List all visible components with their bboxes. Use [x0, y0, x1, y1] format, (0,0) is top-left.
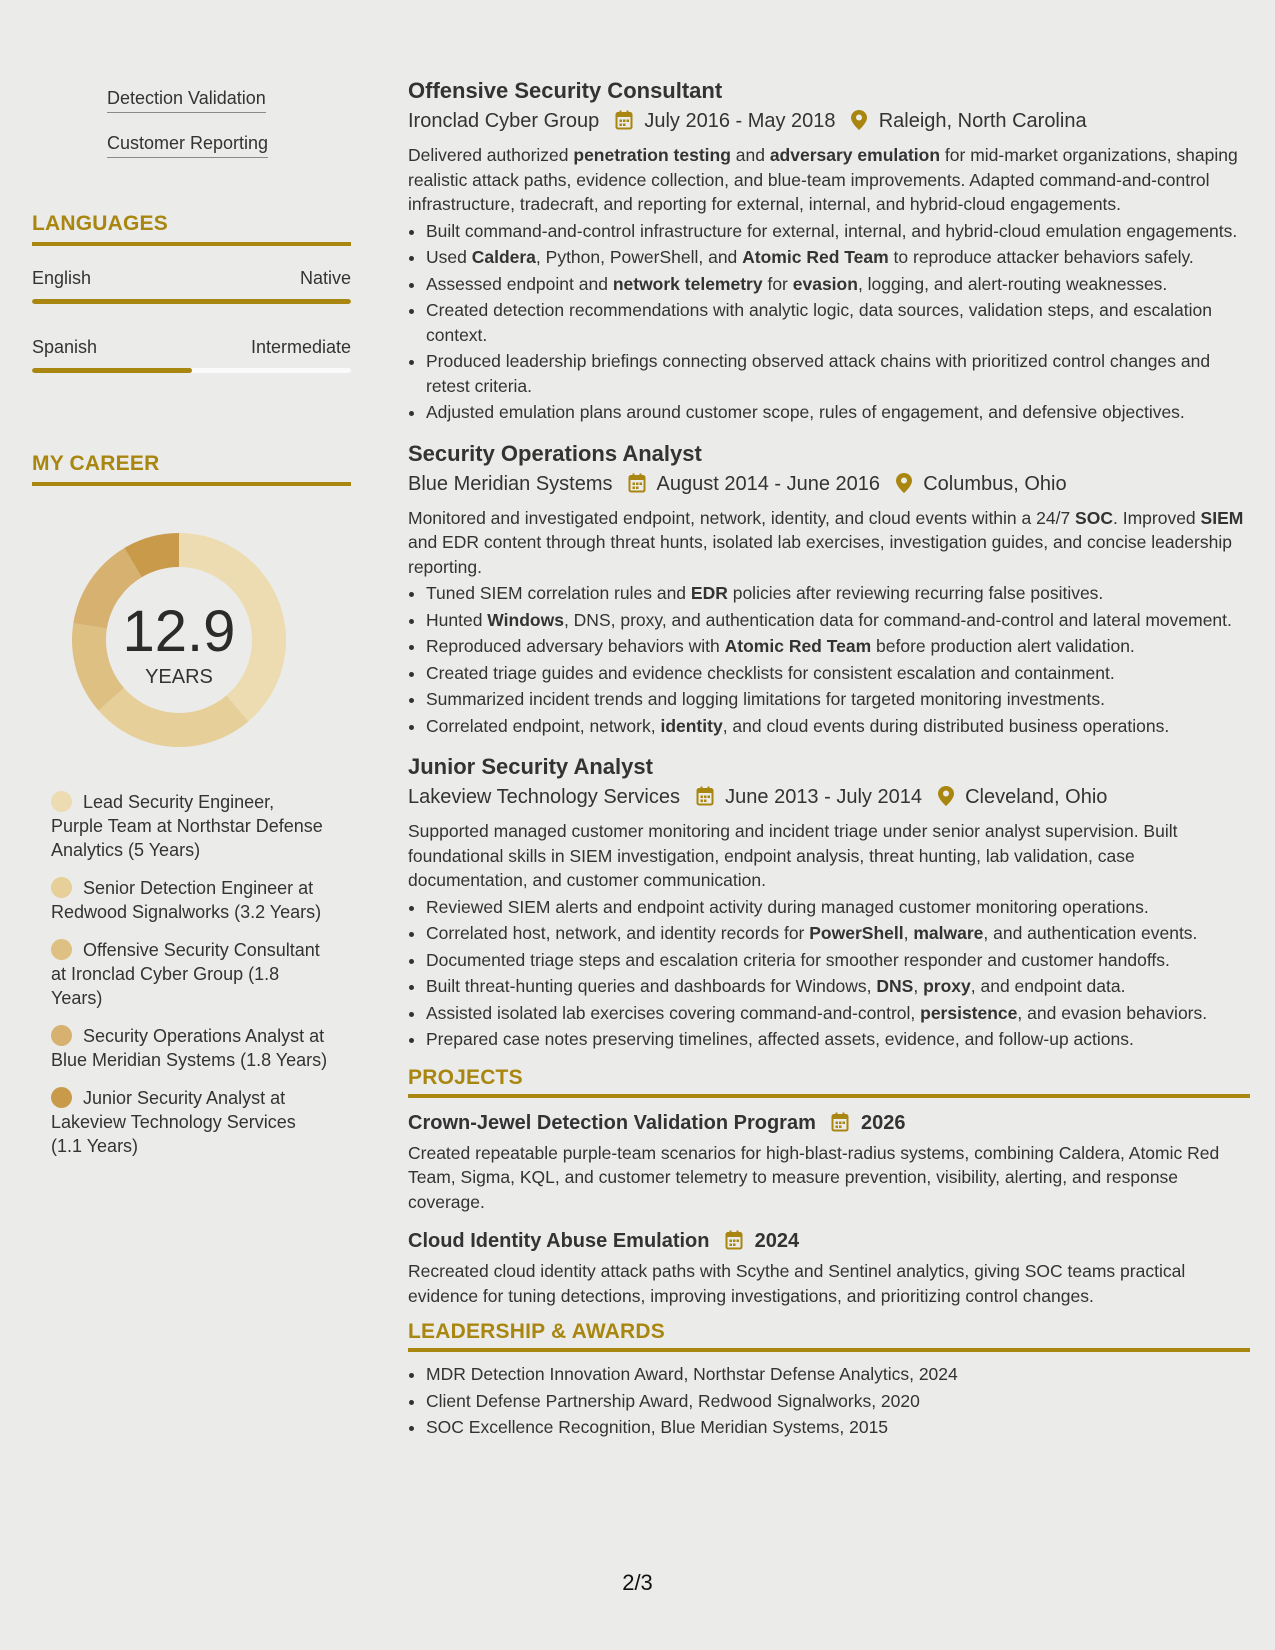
project-entry: [408, 1226, 1250, 1308]
job-bullet: • Reviewed SIEM alerts and endpoint activity during managed customer monitoring operations.: [426, 895, 1250, 920]
project-header: [408, 1226, 1250, 1259]
calendar-icon: [831, 1111, 849, 1141]
job-bullet: • Reproduced adversary behaviors with Atomic Red Team before production alert validation.: [426, 634, 1250, 659]
job-bullets: [408, 581, 1250, 738]
job-location: Cleveland, Ohio: [965, 786, 1108, 808]
language-name: Spanish: [32, 337, 98, 357]
job-dates: June 2013 - July 2014: [725, 786, 922, 808]
page-number: 2/3: [622, 1570, 653, 1595]
company-name: Blue Meridian Systems: [408, 472, 613, 495]
job-entry: [408, 439, 1250, 739]
company-name: Ironclad Cyber Group: [408, 110, 600, 132]
donut-segment-1: [98, 688, 248, 747]
job-bullet: • Used Caldera, Python, PowerShell, and Atomic Red Team to reproduce attacker behaviors safely.: [426, 245, 1250, 270]
project-entry: [408, 1108, 1250, 1215]
job-bullet: • Adjusted emulation plans around customer scope, rules of engagement, and defensive objectives.: [426, 400, 1250, 425]
language-proficiency-bar: [32, 368, 351, 373]
job-bullets: [408, 219, 1250, 425]
keyword-highlight: SIEM: [1200, 507, 1244, 528]
keyword-highlight: adversary emulation: [769, 145, 941, 165]
job-title: Offensive Security Consultant: [408, 78, 723, 103]
job-bullet: • Hunted Windows, DNS, proxy, and authentication data for command-and-control and lateral movement.: [426, 608, 1250, 633]
award-item: • MDR Detection Innovation Award, Northstar Defense Analytics, 2024: [426, 1362, 1250, 1387]
job-title: Security Operations Analyst: [408, 440, 702, 466]
languages-heading: LANGUAGES: [32, 212, 351, 246]
career-legend-item: [51, 1086, 331, 1158]
project-header: [408, 1108, 1250, 1141]
job-bullet: • Produced leadership briefings connecting observed attack chains with prioritized control changes and retest criteria.: [426, 349, 1250, 398]
keyword-highlight: network telemetry: [612, 273, 763, 294]
award-item: • SOC Excellence Recognition, Blue Meridian Systems, 2015: [426, 1415, 1250, 1440]
job-entry: [408, 76, 1250, 425]
skill-tag: Detection Validation: [107, 88, 266, 113]
keyword-highlight: persistence: [920, 1002, 1018, 1023]
keyword-highlight: EDR: [690, 583, 728, 603]
job-bullet: • Built command-and-control infrastructure for external, internal, and hybrid-cloud emulation engagements.: [426, 219, 1250, 244]
job-meta: [408, 782, 1250, 815]
job-bullet: • Assessed endpoint and network telemetry for evasion, logging, and alert-routing weaknesses.: [426, 272, 1250, 297]
main-content: [408, 76, 1250, 1442]
projects-heading: PROJECTS: [408, 1066, 1250, 1098]
job-bullet: • Prepared case notes preserving timelines, affected assets, evidence, and follow-up actions.: [426, 1027, 1250, 1052]
job-bullet: • Tuned SIEM correlation rules and EDR policies after reviewing recurring false positives.: [426, 581, 1250, 606]
job-dates: July 2016 - May 2018: [644, 110, 836, 132]
project-title: Cloud Identity Abuse Emulation: [408, 1230, 710, 1252]
job-bullet: • Correlated host, network, and identity records for PowerShell, malware, and authentication events.: [426, 921, 1250, 946]
awards-list: [408, 1362, 1250, 1440]
job-bullet: • Built threat-hunting queries and dashboards for Windows, DNS, proxy, and endpoint data.: [426, 974, 1250, 999]
calendar-icon: [615, 109, 633, 139]
job-bullet: • Summarized incident trends and logging limitations for targeted monitoring investments.: [426, 687, 1250, 712]
project-description: Recreated cloud identity attack paths with Scythe and Sentinel analytics, giving SOC teams practical evidence for tuning detections, improving investigations, and prioritizing control changes.: [408, 1261, 1186, 1306]
keyword-highlight: Atomic Red Team: [742, 247, 889, 267]
career-legend-item: [51, 938, 331, 1010]
keyword-highlight: penetration testing: [573, 145, 731, 165]
project-year: 2024: [754, 1230, 800, 1252]
keyword-highlight: evasion: [792, 273, 858, 294]
job-description: Supported managed customer monitoring and incident triage under senior analyst supervision. Built foundational skills in SIEM investigation, endpoint analysis, threat hunting, lab validation, case documentation, and customer communication.: [408, 821, 1178, 890]
job-title: Junior Security Analyst: [408, 754, 653, 779]
job-description: Monitored and investigated endpoint, network, identity, and cloud events within a 24/7 SOC. Improved SIEM and EDR content through threat hunts, isolated lab exercises, investigation guides, and concise leadership reporting.: [408, 507, 1244, 577]
project-year: 2026: [861, 1111, 906, 1134]
legend-dot: [51, 939, 72, 960]
language-row: [32, 268, 351, 289]
job-location: Columbus, Ohio: [923, 472, 1067, 495]
location-pin-icon: [896, 472, 912, 502]
job-dates: August 2014 - June 2016: [656, 472, 881, 495]
language-proficiency-fill: [32, 299, 351, 304]
awards-heading: LEADERSHIP & AWARDS: [408, 1320, 1250, 1352]
experience-list: [408, 76, 1250, 1052]
job-meta: [408, 106, 1250, 139]
job-bullet: • Created triage guides and evidence checklists for consistent escalation and containment.: [426, 661, 1250, 686]
keyword-highlight: Windows: [487, 609, 564, 630]
job-bullet: • Created detection recommendations with analytic logic, data sources, validation steps, and escalation context.: [426, 298, 1250, 347]
calendar-icon: [628, 472, 646, 502]
job-location: Raleigh, North Carolina: [878, 110, 1087, 132]
job-entry: [408, 752, 1250, 1052]
language-row: [32, 337, 351, 358]
location-pin-icon: [851, 109, 867, 139]
keyword-highlight: identity: [660, 715, 723, 736]
language-level: Intermediate: [250, 337, 351, 357]
career-heading: MY CAREER: [32, 452, 351, 486]
keyword-highlight: proxy: [923, 976, 971, 996]
calendar-icon: [696, 785, 714, 815]
job-meta: [408, 469, 1250, 502]
project-title: Crown-Jewel Detection Validation Program: [408, 1111, 816, 1134]
career-total-unit: YEARS: [145, 666, 213, 688]
legend-label: Junior Security Analyst at Lakeview Technology Services (1.1 Years): [51, 1088, 296, 1156]
skill-tag: Customer Reporting: [107, 133, 268, 158]
legend-label: Lead Security Engineer, Purple Team at Northstar Defense Analytics (5 Years): [51, 792, 323, 860]
job-bullet: • Correlated endpoint, network, identity, and cloud events during distributed business operations.: [426, 714, 1250, 739]
language-name: English: [32, 268, 92, 288]
legend-dot: [51, 877, 72, 898]
career-legend: [51, 790, 331, 1172]
calendar-icon: [725, 1229, 743, 1259]
job-bullet: • Documented triage steps and escalation criteria for smoother responder and customer handoffs.: [426, 948, 1250, 973]
legend-label: Offensive Security Consultant at Ironclad Cyber Group (1.8 Years): [51, 940, 320, 1008]
award-item: • Client Defense Partnership Award, Redwood Signalworks, 2020: [426, 1389, 1250, 1414]
legend-label: Security Operations Analyst at Blue Meridian Systems (1.8 Years): [51, 1026, 328, 1070]
language-proficiency-fill: [32, 368, 192, 373]
keyword-highlight: Atomic Red Team: [724, 636, 872, 656]
job-bullet: • Assisted isolated lab exercises covering command-and-control, persistence, and evasion behaviors.: [426, 1001, 1250, 1026]
legend-dot: [51, 1025, 72, 1046]
career-donut-chart: [64, 525, 294, 755]
keyword-highlight: malware: [913, 923, 984, 943]
project-description: Created repeatable purple-team scenarios for high-blast-radius systems, combining Caldera, Atomic Red Team, Sigma, KQL, and customer telemetry to measure prevention, visibility, alerting, and response coverage.: [408, 1142, 1220, 1212]
career-total-years: 12.9: [122, 599, 236, 664]
location-pin-icon: [938, 785, 954, 815]
career-legend-item: [51, 876, 331, 924]
legend-dot: [51, 791, 72, 812]
legend-label: Senior Detection Engineer at Redwood Signalworks (3.2 Years): [51, 878, 322, 922]
job-description: Delivered authorized penetration testing and adversary emulation for mid-market organizations, shaping realistic attack paths, evidence collection, and blue-team improvements. Adapted command-and-control infrastructure, tradecraft, and reporting for external, internal, and hybrid-cloud engagements.: [408, 145, 1238, 214]
keyword-highlight: SOC: [1075, 507, 1113, 528]
keyword-highlight: PowerShell: [809, 923, 904, 943]
legend-dot: [51, 1087, 72, 1108]
career-legend-item: [51, 790, 331, 862]
career-legend-item: [51, 1024, 331, 1072]
job-bullets: [408, 895, 1250, 1052]
language-level: Native: [299, 268, 351, 288]
language-proficiency-bar: [32, 299, 351, 304]
keyword-highlight: Caldera: [471, 247, 536, 267]
company-name: Lakeview Technology Services: [408, 786, 681, 808]
keyword-highlight: DNS: [876, 976, 914, 996]
